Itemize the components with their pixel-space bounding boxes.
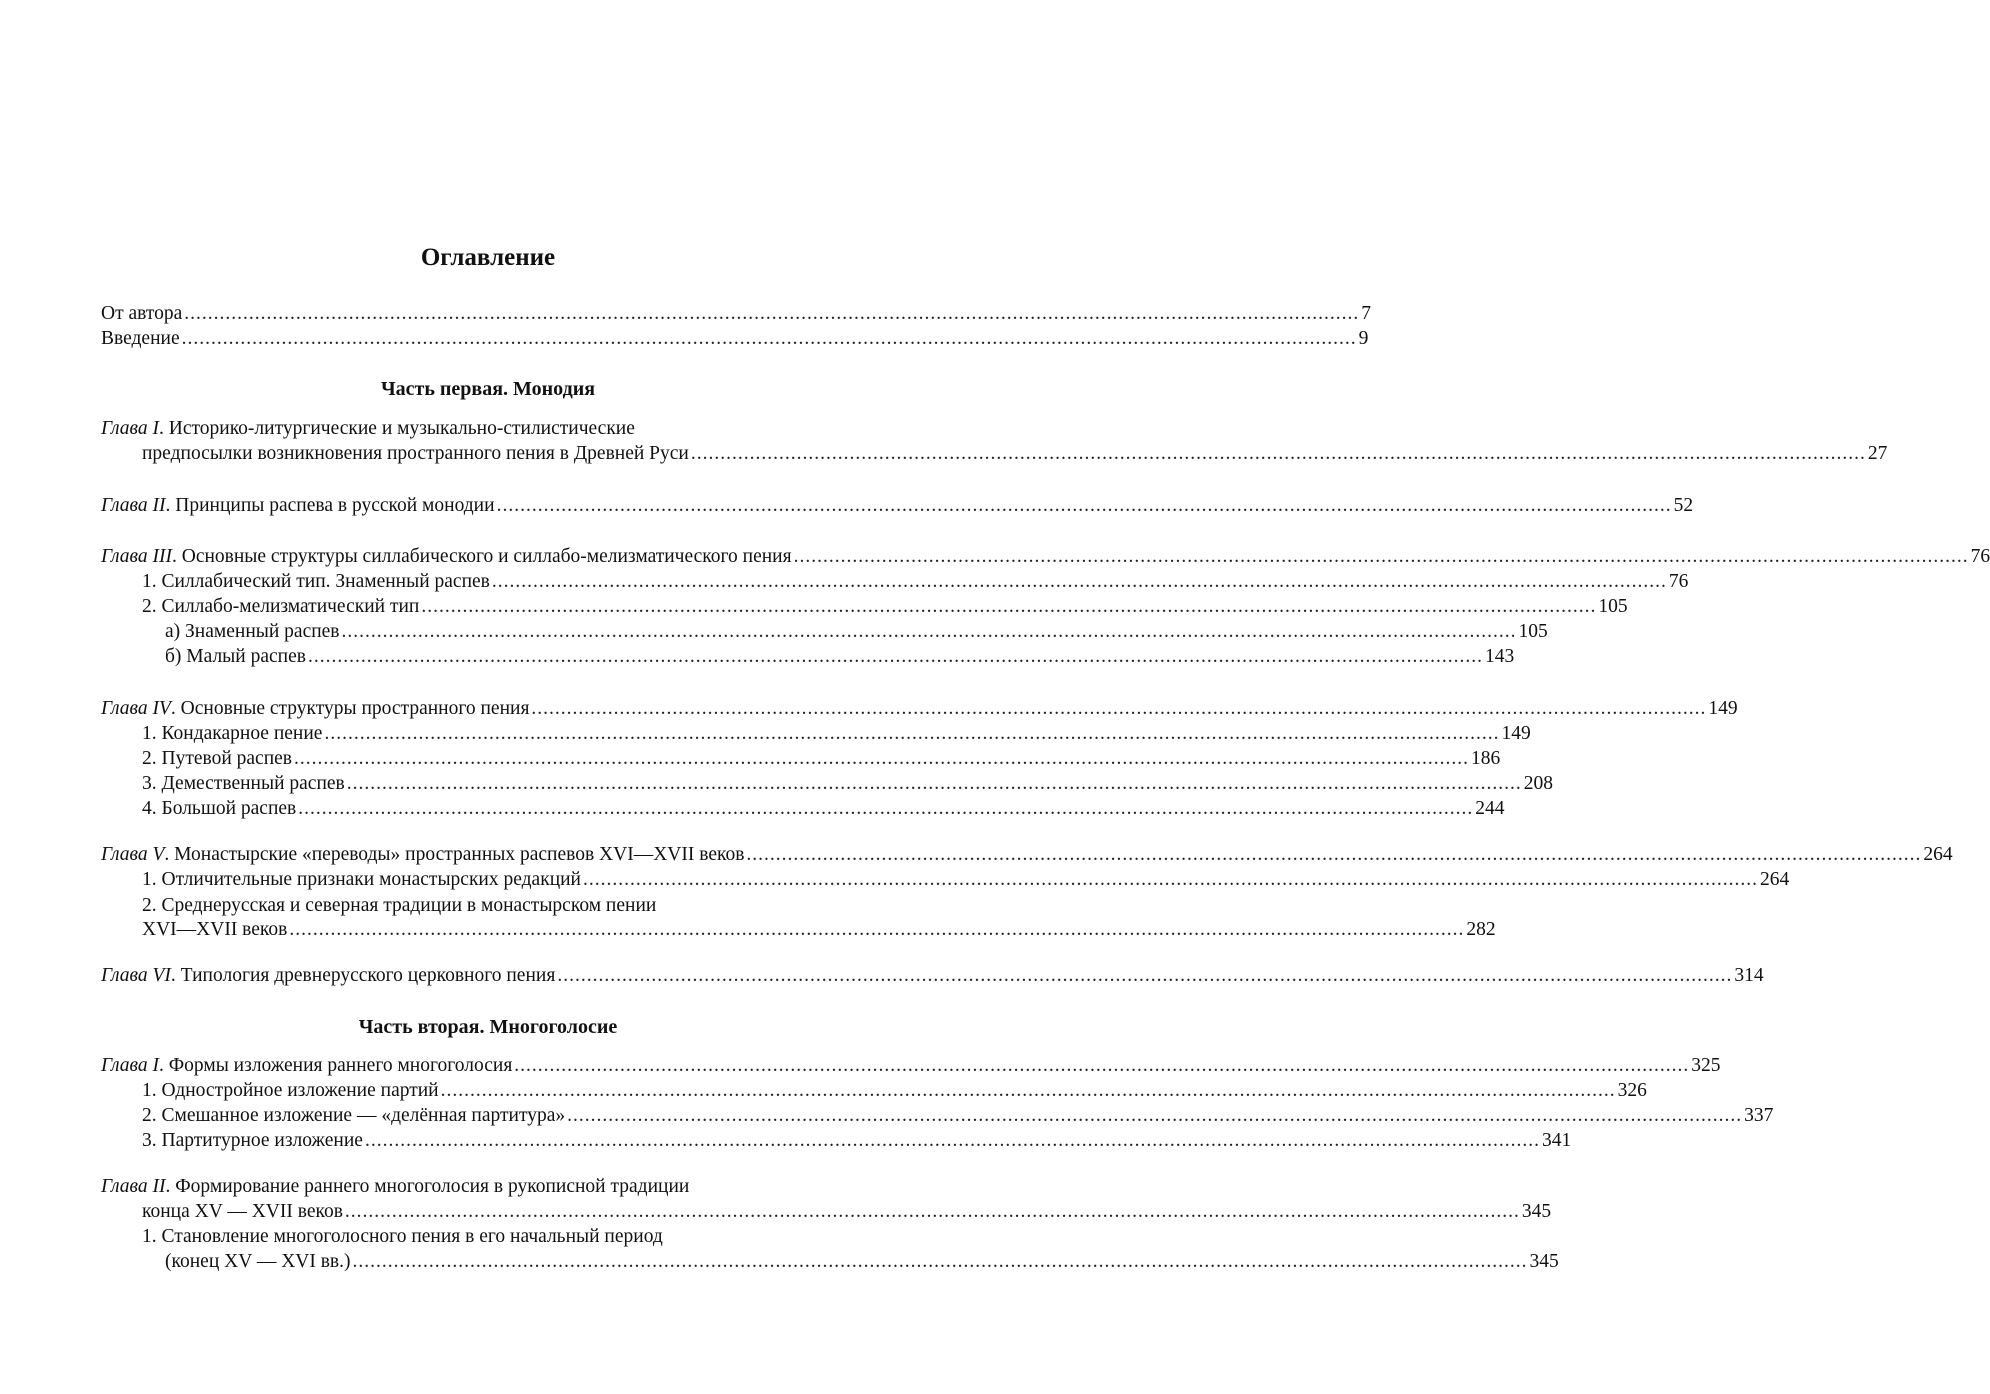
dot-leader: ........................................................................................................................................................................................................ [307,646,1483,667]
page-number: 341 [1541,1130,1572,1151]
page-number: 9 [1358,328,1369,349]
toc-section[interactable] [142,569,1689,594]
page-number: 208 [1523,773,1553,794]
toc-chapter-2-part2-line1[interactable] [101,1174,874,1199]
section-title: 3. Демественный распев [142,773,345,794]
section-title: 2. Среднерусская и северная традиции в монастырском пении [142,895,657,916]
toc-subsection[interactable] [165,644,1515,669]
dot-leader: ........................................................................................................................................................................................................ [289,919,1465,940]
dot-leader: ........................................................................................................................................................................................................ [440,1080,1616,1101]
page-number: 105 [1518,621,1548,642]
section-title-cont: (конец XV — XVI вв.) [165,1251,351,1272]
entry-title: От автора [101,303,183,324]
chapter-title: . Формы изложения раннего многоголосия [159,1055,513,1076]
section-title: 4. Большой распев [142,798,297,819]
page-number: 325 [1691,1055,1721,1076]
dot-leader: ........................................................................................................................................................................................................ [793,546,1969,567]
dot-leader: ........................................................................................................................................................................................................ [557,965,1733,986]
toc-section-line2[interactable] [142,917,1496,942]
chapter-title: . Основные структуры силлабического и силлабо-мелизматического пения [171,546,792,567]
part-one-heading: Часть первая. Монодия [380,378,596,400]
section-title: 1. Становление многоголосного пения в его начальный период [142,1226,663,1247]
toc-section-line1[interactable] [142,1224,874,1249]
page-number: 314 [1734,965,1764,986]
toc-section[interactable] [142,746,1501,771]
entry-title: Введение [101,328,180,349]
section-title: 1. Кондакарное пение [142,723,323,744]
page-number: 282 [1466,919,1496,940]
page-number: 264 [1760,869,1790,890]
chapter-title: . Принципы распева в русской монодии [165,495,495,516]
page-number: 7 [1361,303,1372,324]
dot-leader: ........................................................................................................................................................................................................ [184,303,1360,324]
dot-leader: ........................................................................................................................................................................................................ [421,596,1597,617]
page-number: 345 [1529,1251,1559,1272]
subsection-title: б) Малый распев [165,646,306,667]
dot-leader: ........................................................................................................................................................................................................ [364,1130,1540,1151]
dot-leader: ........................................................................................................................................................................................................ [583,869,1758,890]
page-number: 52 [1673,495,1694,516]
page-number: 27 [1867,443,1888,464]
section-title: 2. Путевой распев [142,748,293,769]
page-number: 345 [1521,1201,1552,1222]
page-number: 149 [1708,698,1738,719]
dot-leader: ........................................................................................................................................................................................................ [514,1055,1690,1076]
toc-chapter-4[interactable] [101,696,1738,721]
section-title: 2. Силлабо-мелизматический тип [142,596,420,617]
dot-leader: ........................................................................................................................................................................................................ [346,773,1522,794]
chapter-label: Глава IV [101,698,171,719]
dot-leader: ........................................................................................................................................................................................................ [531,698,1707,719]
toc-subsection[interactable] [165,619,1548,644]
chapter-label: Глава III [101,546,172,567]
toc-chapter-1-line1[interactable] [101,416,874,441]
chapter-title-cont: конца XV — XVII веков [142,1201,343,1222]
toc-chapter-6[interactable] [101,963,1764,988]
dot-leader: ........................................................................................................................................................................................................ [352,1251,1528,1272]
toc-section-line2[interactable] [165,1249,1559,1274]
page-number: 244 [1475,798,1505,819]
toc-chapter-1-line2[interactable] [142,441,1888,466]
toc-section[interactable] [142,594,1628,619]
dot-leader: ........................................................................................................................................................................................................ [341,621,1517,642]
section-title: 1. Отличительные признаки монастырских редакций [142,869,581,890]
section-title: 1. Силлабический тип. Знаменный распев [142,571,490,592]
chapter-title: . Типология древнерусского церковного пения [170,965,556,986]
page-title: Оглавление [420,244,556,271]
chapter-label: Глава I [101,1055,159,1076]
section-title-cont: XVI—XVII веков [142,919,288,940]
toc-chapter-2-part2-line2[interactable] [142,1199,1552,1224]
page-number: 76 [1970,546,1990,567]
toc-chapter-2[interactable] [101,493,1694,518]
chapter-title-cont: предпосылки возникновения пространного пения в Древней Руси [142,443,689,464]
page-number: 76 [1668,571,1689,592]
dot-leader: ........................................................................................................................................................................................................ [181,328,1357,349]
dot-leader: ........................................................................................................................................................................................................ [324,723,1500,744]
section-title: 2. Смешанное изложение — «делённая партитура» [142,1105,566,1126]
toc-section-line1[interactable] [142,893,874,918]
dot-leader: ........................................................................................................................................................................................................ [298,798,1474,819]
part-two-heading: Часть вторая. Многоголосие [358,1016,618,1038]
chapter-label: Глава VI [101,965,171,986]
chapter-title: . Формирование раннего многоголосия в рукописной традиции [165,1176,690,1197]
dot-leader: ........................................................................................................................................................................................................ [496,495,1672,516]
page-number: 143 [1484,646,1515,667]
subsection-title: а) Знаменный распев [165,621,340,642]
toc-section[interactable] [142,1078,1647,1103]
toc-entry-introduction[interactable] [101,326,1369,351]
toc-section[interactable] [142,867,1790,892]
toc-section[interactable] [142,796,1505,821]
chapter-title: . Монастырские «переводы» пространных распевов XVI—XVII веков [164,844,745,865]
page-number: 326 [1617,1080,1647,1101]
chapter-label: Глава V [101,844,165,865]
toc-chapter-3[interactable] [101,544,1990,569]
section-title: 3. Партитурное изложение [142,1130,363,1151]
dot-leader: ........................................................................................................................................................................................................ [491,571,1667,592]
page-number: 186 [1471,748,1501,769]
toc-entry-from-author[interactable] [101,301,1372,326]
chapter-title: . Основные структуры пространного пения [170,698,530,719]
chapter-label: Глава II [101,495,166,516]
chapter-label: Глава I [101,418,159,439]
dot-leader: ........................................................................................................................................................................................................ [294,748,1470,769]
toc-section[interactable] [142,771,1553,796]
page-number: 264 [1923,844,1953,865]
dot-leader: ........................................................................................................................................................................................................ [690,443,1866,464]
chapter-label: Глава II [101,1176,166,1197]
dot-leader: ........................................................................................................................................................................................................ [746,844,1922,865]
dot-leader: ........................................................................................................................................................................................................ [567,1105,1743,1126]
dot-leader: ........................................................................................................................................................................................................ [344,1201,1520,1222]
toc-section[interactable] [142,1128,1572,1153]
page-number: 337 [1744,1105,1774,1126]
toc-chapter-1-part2[interactable] [101,1053,1721,1078]
chapter-title: . Историко-литургические и музыкально-стилистические [159,418,635,439]
section-title: 1. Одностройное изложение партий [142,1080,439,1101]
toc-section[interactable] [142,1103,1774,1128]
toc-chapter-5[interactable] [101,842,1953,867]
page-number: 149 [1501,723,1531,744]
toc-section[interactable] [142,721,1531,746]
page-number: 105 [1598,596,1628,617]
